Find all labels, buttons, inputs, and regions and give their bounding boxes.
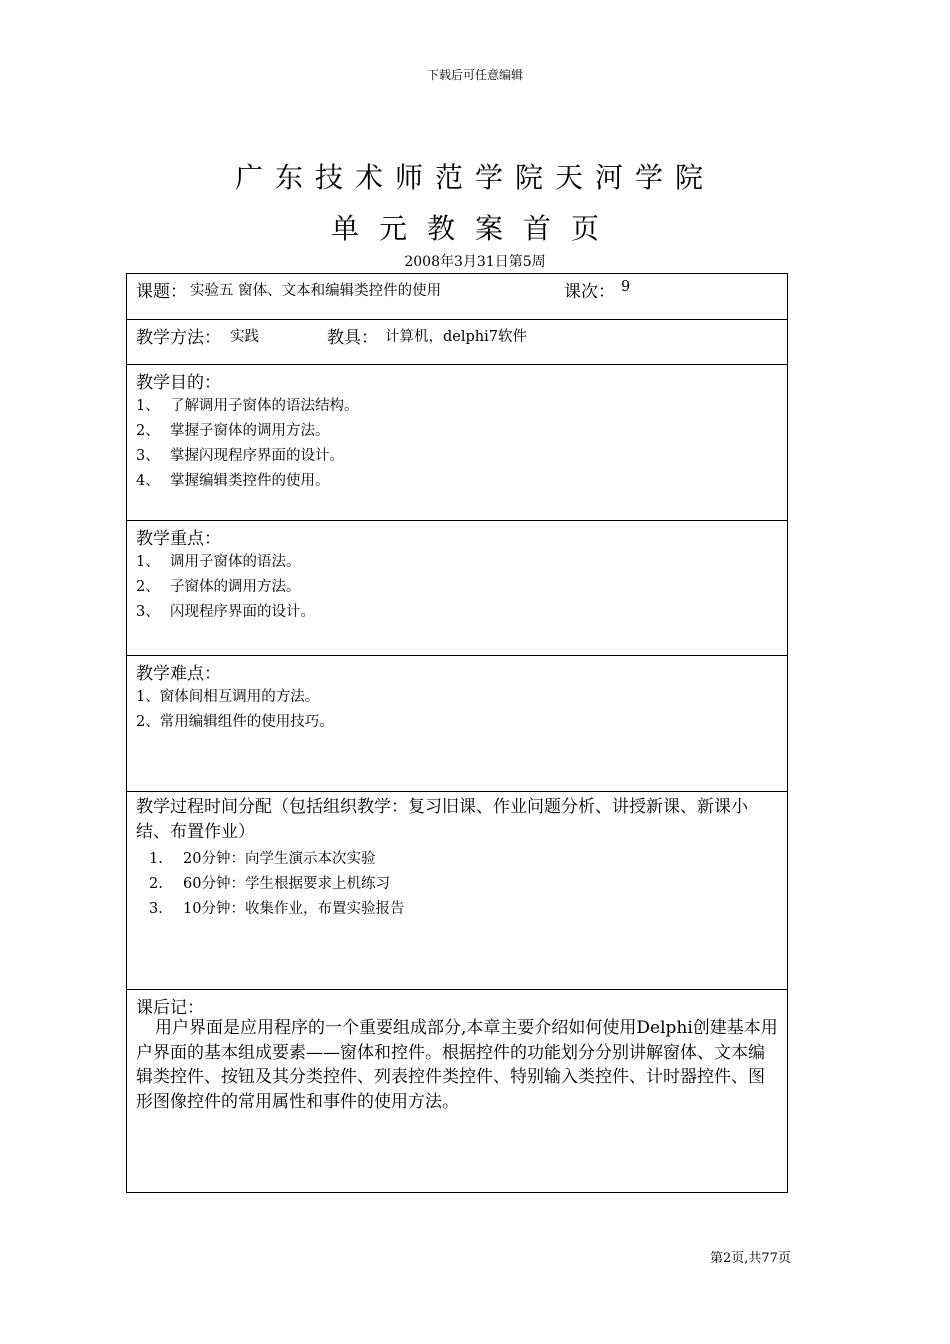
topic-value: 实验五 窗体、文本和编辑类控件的使用 bbox=[190, 283, 442, 299]
difficulties-heading: 教学难点： bbox=[136, 664, 221, 684]
topic-row bbox=[127, 274, 787, 320]
list-item: 4、 掌握编辑类控件的使用。 bbox=[136, 473, 330, 489]
method-value: 实践 bbox=[230, 329, 259, 345]
key-points-heading: 教学重点： bbox=[136, 529, 221, 549]
page-number: 第2页,共77页 bbox=[710, 1251, 791, 1266]
method-row bbox=[127, 320, 787, 365]
key-points-section bbox=[127, 521, 787, 656]
tools-value: 计算机，delphi7软件 bbox=[385, 329, 527, 345]
difficulties-section bbox=[127, 656, 787, 792]
tools-label: 教具： bbox=[327, 328, 378, 348]
date-line: 2008年3月31日第5周 bbox=[404, 254, 546, 270]
header-note: 下载后可任意编辑 bbox=[426, 68, 523, 82]
list-item: 2、常用编辑组件的使用技巧。 bbox=[136, 714, 334, 730]
list-item: 1. 20分钟：向学生演示本次实验 bbox=[149, 851, 376, 867]
session-label: 课次： bbox=[564, 282, 615, 302]
list-item: 2、 掌握子窗体的调用方法。 bbox=[136, 423, 330, 439]
postscript-text: 用户界面是应用程序的一个重要组成部分,本章主要介绍如何使用Delphi创建基本用户界面的基本组成要素——窗体和控件。根据控件的功能划分分别讲解窗体、文本编辑类控件、按钮及其分类控件、列表控件类控件、特别输入类控件、计时器控件、图形图像控件的常用属性和事件的使用方法。 bbox=[136, 1018, 778, 1112]
list-item: 2、 子窗体的调用方法。 bbox=[136, 579, 301, 595]
objectives-section bbox=[127, 365, 787, 521]
topic-label: 课题： bbox=[136, 282, 187, 302]
list-item: 2. 60分钟：学生根据要求上机练习 bbox=[149, 876, 390, 892]
list-item: 1、窗体间相互调用的方法。 bbox=[136, 689, 320, 705]
page-subtitle: 单元教案首页 bbox=[330, 212, 619, 245]
list-item: 3、 闪现程序界面的设计。 bbox=[136, 604, 315, 620]
postscript-heading: 课后记： bbox=[136, 998, 204, 1018]
list-item: 3. 10分钟：收集作业，布置实验报告 bbox=[149, 901, 405, 917]
session-value: 9 bbox=[621, 279, 631, 295]
list-item: 3、 掌握闪现程序界面的设计。 bbox=[136, 448, 344, 464]
postscript-section bbox=[127, 990, 787, 1192]
objectives-heading: 教学目的： bbox=[136, 373, 221, 393]
page-title: 广东技术师范学院天河学院 bbox=[234, 161, 715, 194]
lesson-plan-table bbox=[126, 273, 788, 1193]
list-item: 1、 了解调用子窗体的语法结构。 bbox=[136, 398, 359, 414]
time-allocation-section bbox=[127, 792, 787, 990]
list-item: 1、 调用子窗体的语法。 bbox=[136, 554, 301, 570]
method-label: 教学方法： bbox=[136, 328, 221, 348]
time-allocation-heading: 教学过程时间分配（包括组织教学：复习旧课、作业问题分析、讲授新课、新课小结、布置作业） bbox=[136, 797, 748, 842]
